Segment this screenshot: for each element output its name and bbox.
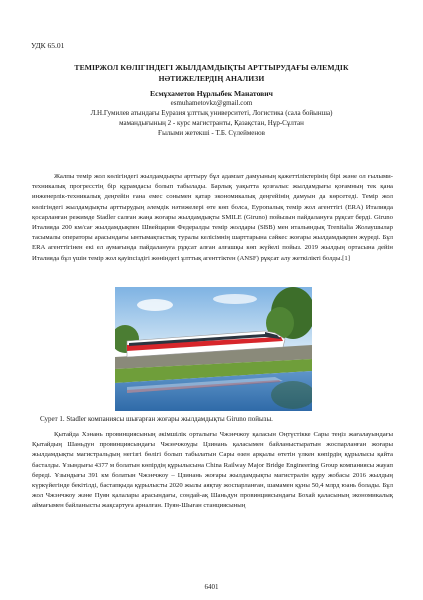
author-email: esmuhametovkz@gmail.com (170, 99, 253, 107)
supervisor-line: Ғылыми жетекші - Т.Б. Сүлейменов (158, 129, 265, 137)
paragraph: Жалпы темір жол көлігіндегі жылдамдықты арттыру бұл адамзат дамуының қажеттіліктерінің бірі және ол ғылыми-техникалық прогресстің бір құрамдасы болып табылады. Барлық уақытта қозғалыс жылдамдығы қоғамның тек қана инженерлік-техникалық деңгейін ғана емес сонымен қатар экономикалық деңгейінің дамуын да көрсетеді. Темір жол көлігіндегі жылдамдықты арттырудың әлемдік нәтижелері өте көп болса, Еуропалық темір жол агенттігі (ERA) Италияда қосарланған режимде Stadler салған жаңа жоғары жылдамдықты SMILE (Giruno) пойызын пайдалануға рұқсат берді. Giruno Италияда 200 км/сағ жылдамдықпен Швейцария Федералды темір жолдары (SBB) мен итальяндық Trenitalia Жолаушылар тасымалы операторы арасындағы ынтымақтастық туралы келісімнің шарттарына сәйкес жоғары жылдамдықпен жүреді. Бұл ERA агенттігінен екі ел аумағында пайдалануға рұқсат алған алғашқы көп жүйелі пойыз. 2019 жылдың ортасына дейін Италияда бұл үшін темір жол қауіпсіздігі жөніндегі ұлттық агенттіктен (ANSF) рұқсат алу жеткілікті болды.[1] (32, 173, 393, 262)
train-photo (115, 287, 312, 411)
paragraph: Қытайда Хэнань провинциясының әкімшілік орталығы Чжэнчжоу қаласын Оңтүстікке Сары теңіз жағалауындағы Қытайдың Шаньдун провинциясындағы Чжэнчжоуды Цзинань қаласымен байланыстыратын жоспарланған жоғары жылдамдықты магистральдың негізгі бөлігі болып табылатын Сары өзен арқылы өтетін үлкен көпірдің құрылысы қайта басталды. Ұзындығы 4377 м болатын көпірдің құрылысына China Railway Major Bridge Engineering Group компаниясы жауап береді. Ұзындығы 391 км болатын Чжэнчжоу – Цзинань жоғары жылдамдықты магистралін құру жобасы 2016 жылдың күркүйегінде бекітілді, бастапқыда құрылысты 2020 жылы аяқтау жоспарланған, шамамен құны 50,4 млрд юань болады. Бұл жол Чжэнчжоу және Пуян қалалары арасындағы, сондай-ақ Шаньдун провинциясындағы Бохай қаласының экономикалық аймағымен байланысты жақсартуға арналған. Пуян-Шыған станциясының (32, 431, 393, 510)
affiliation-block (40, 108, 383, 138)
article-title: ТЕМІРЖОЛ КӨЛІГІНДЕГІ ЖЫЛДАМДЫҚТЫ АРТТЫРУДАҒЫ ӘЛЕМДІК НӘТИЖЕЛЕРДІҢ АНАЛИЗИ (74, 63, 349, 83)
author-name: Есмұхаметов Нұрлыбек Манатович (150, 89, 273, 98)
figure-caption: Сурет 1. Stadler компаниясы шығарған жоғары жылдамдықты Giruno пойызы. (40, 415, 273, 423)
page-number: 6401 (204, 583, 219, 591)
affiliation-line: Л.Н.Гумилев атындағы Еуразия ұлттық университеті, Логистика (сала бойынша) (90, 109, 333, 117)
train-photo-image (115, 287, 312, 411)
udk-code: УДК 65.01 (31, 41, 65, 50)
affiliation-line: мамандығының 2 - курс магистранты, Қазақстан, Нұр-Сұлтан (119, 119, 304, 127)
